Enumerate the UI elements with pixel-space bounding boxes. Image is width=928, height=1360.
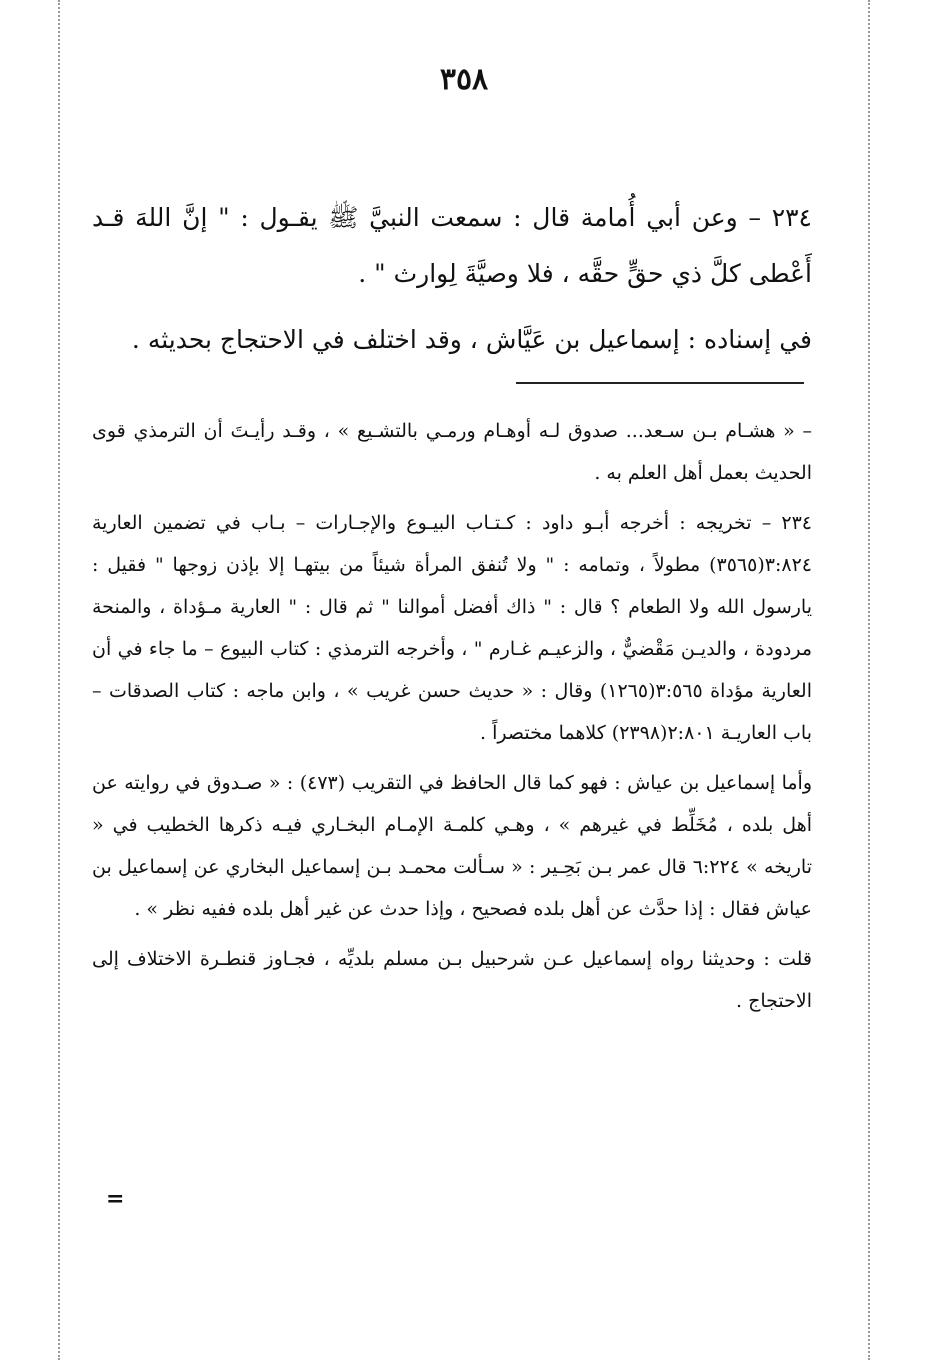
scan-dotted-border-right xyxy=(868,0,870,1360)
continuation-mark: = xyxy=(106,1186,125,1212)
scan-dotted-border-left xyxy=(58,0,60,1360)
hadith-text: ٢٣٤ – وعن أبي أُمامة قال : سمعت النبيَّ ﷺ يقـول : " إنَّ اللهَ قـد أَعْطى كلَّ ذي حقٍّ حقَّه ، فلا وصيَّةَ لِوارث " . xyxy=(92,203,812,288)
footnote-paragraph: قلت : وحديثنا رواه إسماعيل عـن شرحبيل بـن مسلم بلديِّه ، فجـاوز قنطـرة الاختلاف إلى الاحتجاج . xyxy=(92,948,812,1012)
footnote-paragraph: وأما إسماعيل بن عياش : فهو كما قال الحافظ في التقريب (٤٧٣) : « صـدوق في روايته عن أهل بلده ، مُخَلِّط في غيرهم » ، وهـي كلمـة الإمـام البخـاري فيـه ذكرها الخطيب في « تاريخه » ٦:٢٢٤ قال عمر بـن بَحِـير : « سـألت محمـد بـن إسماعيل البخاري عن إسماعيل بن عياش فقال : إذا حدَّث عن أهل بلده فصحيح ، وإذا حدث عن غير أهل بلده ففيه نظر » . xyxy=(92,772,813,920)
footnotes-section xyxy=(92,410,812,1030)
main-hadith-section xyxy=(92,190,812,368)
footnote-paragraph: ٢٣٤ – تخريجه : أخرجه أبـو داود : كـتـاب البيـوع والإجـارات – بـاب في تضمين العارية ٣:٨٢٤(٣٥٦٥) مطولاً ، وتمامه : " ولا تُنفق المرأة شيئاً من بيتهـا إلا بإذن زوجها " فقيل : يارسول الله ولا الطعام ؟ قال : " ذاك أفضل أموالنا " ثم قال : " العارية مـؤداة ، والمنحة مردودة ، والديـن مَقْضيٌّ ، والزعيـم غـارم " ، وأخرجه الترمذي : كتاب البيوع – ما جاء في أن العارية مؤداة ٣:٥٦٥(١٢٦٥) وقال : « حديث حسن غريب » ، وابن ماجه : كتاب الصدقات – باب العاريـة ٢:٨٠١(٢٣٩٨) كلاهما مختصراً . xyxy=(92,512,812,744)
isnad-note: في إسناده : إسماعيل بن عَيَّاش ، وقد اختلف في الاحتجاج بحديثه . xyxy=(131,325,812,354)
footnote-separator xyxy=(516,382,804,384)
footnote-paragraph: – « هشـام بـن سـعد... صدوق لـه أوهـام ورمـي بالتشـيع » ، وقـد رأيـتَ أن الترمذي قوى الحديث بعمل أهل العلم به . xyxy=(92,420,812,484)
page-number: ٣٥٨ xyxy=(439,62,489,97)
